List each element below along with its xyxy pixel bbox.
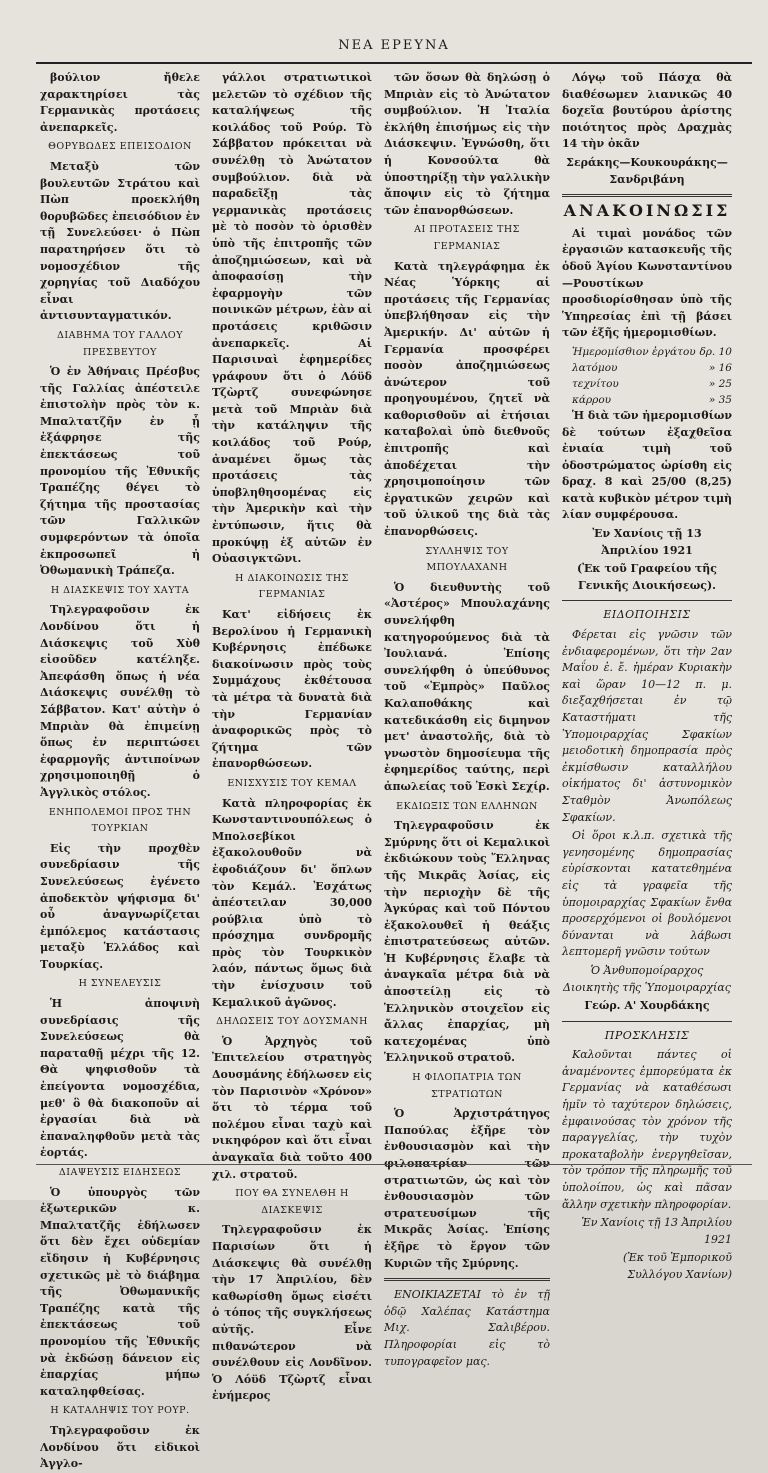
article-text: Ὁ Ἀρχιστράτηγος Παπούλας ἐξῆρε τὸν ἐνθουσιασμὸν καὶ τὴν φιλοπατρίαν τῶν στρατιωτῶν, ὡς καὶ τὸν ἐνθουσιασμὸν τῶν στρατευσίμων τῆς Μικρᾶς Ἀσίας. Ἐπίσης ἐξῆρε τὸ ἔργον τῶν Κυριῶν τῆς Σμύρνης. xyxy=(384,1107,550,1270)
wage-table xyxy=(562,344,732,408)
article-heading: ΕΝΗΠΟΛΕΜΟΙ ΠΡΟΣ ΤΗΝ ΤΟΥΡΚΙΑΝ xyxy=(48,806,192,835)
invitation-date: Ἐν Χανίοις τῇ 13 Ἀπριλίου 1921 xyxy=(581,1216,732,1246)
announcement-heading: ΑΝΑΚΟΙΝΩΣΙΣ xyxy=(563,201,731,221)
article-text: τῶν ὅσων θὰ δηλώσῃ ὁ Μπριὰν εἰς τὸ Ἀνώτατον συμβούλιον. Ἡ Ἰταλία ἐκλήθη ἐπισήμως εἰς τὴν Διάσκεψιν. Ἐγνώσθη, ὅτι ἡ Κονσούλτα θὰ ὑποστηρίξῃ τὴν γαλλικὴν ἄποψιν εἰς τὸ ζήτημα τῶν ἐπανορθώσεων. xyxy=(384,71,550,217)
wage-unit: δρ. xyxy=(699,345,716,358)
article-text: Τηλεγραφοῦσιν ἐκ Λονδίνου ὅτι εἰδικοὶ Ἀγγλο- xyxy=(40,1423,200,1471)
article-heading: ΘΟΡΥΒΩΔΕΣ ΕΠΕΙΣΟΔΙΟΝ xyxy=(48,141,192,153)
column-4 xyxy=(562,70,732,1281)
butter-ad-sellers: Σεράκης—Κουκουράκης—Σανδριβάνη xyxy=(566,155,728,186)
invitation-heading: ΠΡΟΣΚΛΗΣΙΣ xyxy=(604,1028,690,1042)
article-heading: ΣΥΛΛΗΨΙΣ ΤΟΥ ΜΠΟΥΛΑΧΑΝΗ xyxy=(425,545,509,574)
wage-label: Ἡμερομίσθιον ἐργάτου xyxy=(572,345,696,358)
section-separator xyxy=(562,194,732,197)
announcement-source: (Ἐκ τοῦ Γραφείου τῆς Γενικῆς Διοικήσεως). xyxy=(576,562,718,592)
article-text: Κατὰ τηλεγράφημα ἐκ Νέας Ὑόρκης αἱ προτάσεις τῆς Γερμανίας ὑπεβλήθησαν εἰς τὴν Ἀμερικήν. Δι' αὐτῶν ἡ Γερμανία προσφέρει ποσὸν ἀποζημιώσεως ἀνώτερον τοῦ προηγουμένου, ζητεῖ νὰ καθορισθοῦν αἱ ἐτήσιαι καταβολαὶ ὑπὸ διεθνοῦς ἐπιτροπῆς καὶ ἀποδέχεται τὴν χρησιμοποίησιν τῶν ἐργατικῶν χειρῶν καὶ τοῦ ὑλικοῦ της διὰ τὰς ἐπανορθώσεις. xyxy=(384,259,550,539)
notice-text: Οἱ ὅροι κ.λ.π. σχετικὰ τῆς γενησομένης δημοπρασίας εὑρίσκονται κατατεθημένα εἰς τὰ γραφεῖα τῆς ὑπομοιραρχίας Σφακίων ἔνθα προσερχόμενοι οἱ βουλόμενοι δύνανται νὰ λάβωσι λεπτομερῆ γνῶσιν τούτων xyxy=(562,829,732,959)
wage-label: τεχνίτου xyxy=(572,377,619,390)
article-text: Ὁ ὑπουργὸς τῶν ἐξωτερικῶν κ. Μπαλτατζῆς ἐδήλωσεν ὅτι δὲν ἔχει οὐδεμίαν εἴδησιν ἡ Κυβέρνησις σχετικῶς μὲ τὸ διάβημα τῆς Ὀθωμανικῆς Τραπέζης κατὰ τῆς ἐπεκτάσεως τοῦ προνομίου τῆς Ἐθνικῆς νὰ ἐκδώσῃ δάνειον εἰς ἐπαρχίας μήπω καταληφθείσας. xyxy=(40,1185,200,1398)
notice-heading: ΕΙΔΟΠΟΙΗΣΙΣ xyxy=(603,608,691,622)
invitation-source: (Ἐκ τοῦ Ἐμπορικοῦ Συλλόγου Χανίων) xyxy=(623,1251,732,1281)
announcement-date: Ἐν Χανίοις τῇ 13 Ἀπριλίου 1921 xyxy=(592,527,702,557)
classified-ad: ΕΝΟΙΚΙΑΖΕΤΑΙ τὸ ἐν τῇ ὁδῷ Χαλέπας Κατάστημα Μιχ. Σαλιβέρου. Πληροφορίαι εἰς τὸ τυπογραφεῖον μας. xyxy=(384,1288,550,1368)
invitation-text: Καλοῦνται πάντες οἱ ἀναμένοντες ἐμπορεύματα ἐκ Γερμανίας νὰ καταθέσωσι ἡμῖν τὸ ταχύτερον δηλώσεις, ἐμφαινούσας τὸν χρόνον τῆς παραγγελίας, τὴν τυχὸν προκαταβολὴν ἐνεργηθεῖσαν, τὸν τρόπον τῆς πληρωμῆς τοῦ ὑπολοίπου, ὡς καὶ πᾶσαν ἄλλην σχετικὴν πληροφορίαν. xyxy=(562,1048,732,1211)
article-text: Κατ' εἰδήσεις ἐκ Βερολίνου ἡ Γερμανικὴ Κυβέρνησις ἐπέδωκε διακοίνωσιν πρὸς τοὺς Συμμάχους ἐκθέτουσα τὰ μέτρα τὰ δυνατὰ διὰ τὴν Γερμανίαν ἀναφορικῶς πρὸς τὸ ζήτημα τῶν ἐπανορθώσεων. xyxy=(212,608,372,771)
wage-amount: 35 xyxy=(718,393,732,406)
notice-signatory-title: Ὁ Ἀνθυπομοίραρχος Διοικητὴς τῆς Ὑπομοιραρχίας xyxy=(563,963,731,994)
article-heading: ΑΙ ΠΡΟΤΑΣΕΙΣ ΤΗΣ ΓΕΡΜΑΝΙΑΣ xyxy=(414,224,520,252)
wage-unit: » xyxy=(708,393,716,406)
column-3 xyxy=(384,70,550,1368)
article-text: Κατὰ πληροφορίας ἐκ Κωνσταντινουπόλεως ὁ Μπολσεβίκοι ἐξακολουθοῦν νὰ ἐφοδιάζουν δι' ὅπλων τὸν Κεμάλ. Ἐσχάτως ἀπέστειλαν 30,000 ρούβλια ὑπὸ τὸ πρόσχημα συνδρομῆς πρὸς τὸν Τουρκικὸν λαόν, πάντως ὅμως διὰ τὴν ἐνίσχυσιν τοῦ Κεμαλικοῦ ἀγῶνος. xyxy=(212,796,372,1009)
article-text: Ὁ διευθυντὴς τοῦ «Ἀστέρος» Μπουλαχάνης συνελήφθη κατηγορούμενος διὰ τὰ Ἰουλιανά. Ἐπίσης συνελήφθη ὁ ὑπεύθυνος τοῦ «Ἐμπρὸς» Παῦλος Καλαποθάκης καὶ κατεδικάσθη εἰς διμηνον μετ' ἀναστολῆς, διὰ τὸ γνωστὸν δημοσίευμα τῆς ἐφημερίδος ταύτης, περὶ ἀπωλείας τοῦ Ἐσκὶ Σεχίρ. xyxy=(384,580,550,793)
article-text: βούλιον ἤθελε χαρακτηρίσει τὰς Γερμανικὰς προτάσεις ἀνεπαρκεῖς. xyxy=(40,71,200,134)
article-text: Ἡ ἀποψινὴ συνεδρίασις τῆς Συνελεύσεως θὰ παραταθῇ μέχρι τῆς 12. Θὰ ψηφισθοῦν τὰ ἐπείγοντα νομοσχέδια, μεθ' ὃ θὰ διακοποῦν αἱ ἐργασίαι διὰ νὰ ἐπαναληφθοῦν μετὰ τὰς ἑορτάς. xyxy=(40,997,200,1160)
article-heading: ΔΗΛΩΣΕΙΣ ΤΟΥ ΔΟΥΣΜΑΝΗ xyxy=(216,1016,368,1028)
masthead xyxy=(36,38,752,60)
wage-unit: » xyxy=(708,377,716,390)
article-text: Ὁ Ἀρχηγὸς τοῦ Ἐπιτελείου στρατηγὸς Δουσμάνης ἐδήλωσεν εἰς τὸν Παρισινὸν «Χρόνον» ὅτι τὸ τέρμα τοῦ πολέμου εἶναι ταχὺ καὶ νικηφόρον καὶ ὅτι εἶναι ἀναγκαῖα διὰ τοῦτο 400 χιλ. στρατοῦ. xyxy=(212,1034,372,1181)
article-text: Τηλεγραφοῦσιν ἐκ Παρισίων ὅτι ἡ Διάσκεψις θὰ συνέλθῃ τὴν 17 Ἀπριλίου, δὲν καθωρίσθη ὅμως εἰσέτι ὁ τόπος τῆς συγκλήσεως αὐτῆς. Εἶνε πιθανώτερον νὰ συνέλθουν εἰς Λονδῖνον. Ὁ Λόϋδ Τζὼρτζ εἶναι ἐνήμερος xyxy=(212,1223,372,1403)
article-text: Τηλεγραφοῦσιν ἐκ Σμύρνης ὅτι οἱ Κεμαλικοὶ ἐκδιώκουν τοὺς Ἕλληνας τῆς Μικρᾶς Ἀσίας, εἰς τὴν περιοχὴν δὲ τῆς Ἀγκύρας καὶ τοῦ Πόντου ἐξακολουθεῖ ἡ θεάξις ἐπιστρατεύσεως αὐτῶν. Ἡ Κυβέρνησις ἔλαβε τὰ ἀναγκαῖα μέτρα διὰ νὰ ἀποστείλῃ εἰς τὸ Ἑλληνικὸν στοιχεῖον εἰς ἄλλας ἐπαρχίας, μὴ κατεχομένας ὑπὸ Ἑλληνικοῦ στρατοῦ. xyxy=(384,819,550,1065)
notice-signatory-name: Γεώρ. Α' Χουρδάκης xyxy=(584,999,710,1013)
article-heading: Η ΣΥΝΕΛΕΥΣΙΣ xyxy=(78,978,162,990)
wage-row xyxy=(562,360,732,376)
wage-amount: 10 xyxy=(718,345,732,358)
footer-rule xyxy=(36,1164,752,1165)
article-heading: ΔΙΑΒΗΜΑ ΤΟΥ ΓΑΛΛΟΥ ΠΡΕΣΒΕΥΤΟΥ xyxy=(57,329,183,358)
column-2 xyxy=(212,70,372,1403)
article-text: Τηλεγραφοῦσιν ἐκ Λονδίνου ὅτι ἡ Διάσκεψις τοῦ Χὺθ εἰσοῦδεν κατέληξε. Ἀπεφάσθη ὅπως ἡ νέα Διάσκεψις συνέλθῃ τὸ Σάββατον. Κατ' αὐτὴν ὁ Μπριὰν θὰ ἐπιμείνῃ ὅπως ἐν περιπτώσει ἐφαρμογῆς ἀντιποίνων χρησιμοποιηθῇ ὁ Ἀγγλικὸς στόλος. xyxy=(40,603,200,799)
wage-amount: 25 xyxy=(718,377,732,390)
article-heading: Η ΚΑΤΑΛΗΨΙΣ ΤΟΥ ΡΟΥΡ. xyxy=(50,1405,190,1417)
butter-ad-text: Λόγῳ τοῦ Πάσχα θὰ διαθέσωμεν λιανικῶς 40 δοχεῖα βουτύρου ἀρίστης ποιότητος πρὸς Δραχμὰς 14 τὴν ὀκᾶν xyxy=(562,71,732,151)
ad-separator xyxy=(384,1278,550,1281)
article-heading: Η ΔΙΑΚΟΙΝΩΣΙΣ ΤΗΣ ΓΕΡΜΑΝΙΑΣ xyxy=(235,572,349,601)
wage-label: κάρρου xyxy=(572,393,612,406)
announcement-text: Αἱ τιμαὶ μονάδος τῶν ἐργασιῶν κατασκευῆς τῆς ὁδοῦ Ἁγίου Κωνσταντίνου—Ρουστίκων προσδιορίσθησαν ὑπὸ τῆς Ὑπηρεσίας ἐπὶ τῇ βάσει τῶν ἑξῆς ἡμερομισθίων. xyxy=(562,226,732,340)
announcement-text: Ἡ διὰ τῶν ἡμερομισθίων δὲ τούτων ἐξαχθεῖσα ἐνιαία τιμὴ τοῦ ὁδοστρώματος ὡρίσθη εἰς δραχ. 8 καὶ 25/00 (8,25) κατὰ κυβικὸν μέτρον τιμὴ λίαν συμφέρουσα. xyxy=(562,408,732,522)
notice-text: Φέρεται εἰς γνῶσιν τῶν ἐνδιαφερομένων, ὅτι τὴν 2αν Μαΐου ἐ. ἔ. ἡμέραν Κυριακὴν καὶ ὥραν 10—12 π. μ. διεξαχθήσεται ἐν τῷ Καταστήματι τῆς Ὑπομοιραρχίας Σφακίων μειοδοτικὴ δημοπρασία πρὸς ἐκμίσθωσιν καταλλήλου οἰκήματος δι' ἀστυνομικὸν Σταθμὸν Ἀνωπόλεως Σφακίων. xyxy=(562,628,732,824)
article-heading: Η ΦΙΛΟΠΑΤΡΙΑ ΤΩΝ ΣΤΡΑΤΙΩΤΩΝ xyxy=(412,1072,522,1100)
wage-unit: » xyxy=(708,361,716,374)
wage-row xyxy=(562,344,732,360)
section-separator xyxy=(562,1021,732,1022)
article-text: Εἰς τὴν προχθὲν συνεδρίασιν τῆς Συνελεύσεως ἐγένετο ἀποδεκτὸν ψήφισμα δι' οὗ ἀναγνωρίζεται ἐμπόλεμος κατάστασις μεταξὺ Ἑλλάδος καὶ Τουρκίας. xyxy=(40,841,200,971)
wage-amount: 16 xyxy=(718,361,732,374)
article-text: Μεταξὺ τῶν βουλευτῶν Στράτου καὶ Πὼπ προεκλήθη θορυβῶδες ἐπεισόδιον ἐν τῇ Συνελεύσει· ὁ Πὼπ παρατηρήσεν ὅτι τὸ νομοσχέδιον τῆς χορηγίας τοῦ Διαδόχου εἶναι ἀντισυνταγματικόν. xyxy=(40,159,200,323)
header-rule xyxy=(36,62,752,64)
wage-row xyxy=(562,392,732,408)
wage-row xyxy=(562,376,732,392)
column-1 xyxy=(40,70,200,1471)
article-heading: ΕΝΙΣΧΥΣΙΣ ΤΟΥ ΚΕΜΑΛ xyxy=(227,777,357,789)
article-heading: Η ΔΙΑΣΚΕΨΙΣ ΤΟΥ ΧΑΥΤΑ xyxy=(50,584,190,596)
article-text: Ὁ ἐν Ἀθήναις Πρέσβυς τῆς Γαλλίας ἀπέστειλε ἐπιστολὴν πρὸς τὸν κ. Μπαλτατζῆν ἐν ᾗ ἐξάφρησε τῆς ἐπεκτάσεως τοῦ προνομίου τῆς Ἐθνικῆς Τραπέζης θέγει τὸ ζήτημα τῆς προστασίας τῶν Γαλλικῶν συμφερόντων τὰ ὁποῖα ἐκπροσωπεῖ ἡ Ὀθωμανικὴ Τράπεζα. xyxy=(40,365,200,578)
wage-label: λατόμου xyxy=(572,361,618,374)
article-text: γάλλοι στρατιωτικοὶ μελετῶν τὸ σχέδιον τῆς καταλήψεως τῆς κοιλάδος τοῦ Ρούρ. Τὸ Σάββατον πρόκειται νὰ συνέλθῃ τὸ Ἀνώτατον συμβούλιον. διὰ νὰ παραδεῖξῃ τὰς γερμανικὰς προτάσεις μὲ τὸ ποσὸν τὸ ὁρισθὲν ὑπὸ τῆς ἐπιτροπῆς τῶν ἀποζημιώσεων, καὶ νὰ ἀποφασίσῃ τὴν ἐφαρμογὴν τῶν ποινικῶν μέτρων, ἐὰν αἱ προτάσεις κριθῶσιν ἀνεπαρκεῖς. Αἱ Παρισιναὶ ἐφημερίδες γράφουν ὅτι ὁ Λόϋδ Τζὼρτζ συνεφώνησε μετὰ τοῦ Μπριὰν διὰ τὴν κατάληψιν τῆς κοιλάδος τοῦ Ρούρ, ἀναμένει ὅμως τὰς προτάσεις τὰς ὑποβληθησομένας εἰς τὴν Ἀμερικὴν καὶ τὴν ἐντύπωσιν, ἥτις θὰ προκύψῃ ἐξ αὐτῶν ἐν Οὐασιγκτῶνι. xyxy=(212,71,372,566)
article-heading: ΔΙΑΨΕΥΣΙΣ ΕΙΔΗΣΕΩΣ xyxy=(58,1167,182,1178)
section-separator xyxy=(562,600,732,601)
article-heading: ΠΟΥ ΘΑ ΣΥΝΕΛΘΗ Η ΔΙΑΣΚΕΨΙΣ xyxy=(235,1188,349,1216)
page-title: ΝΕΑ ΕΡΕΥΝΑ xyxy=(338,38,450,53)
article-heading: ΕΚΔΙΩΞΙΣ ΤΩΝ ΕΛΛΗΝΩΝ xyxy=(396,800,538,812)
